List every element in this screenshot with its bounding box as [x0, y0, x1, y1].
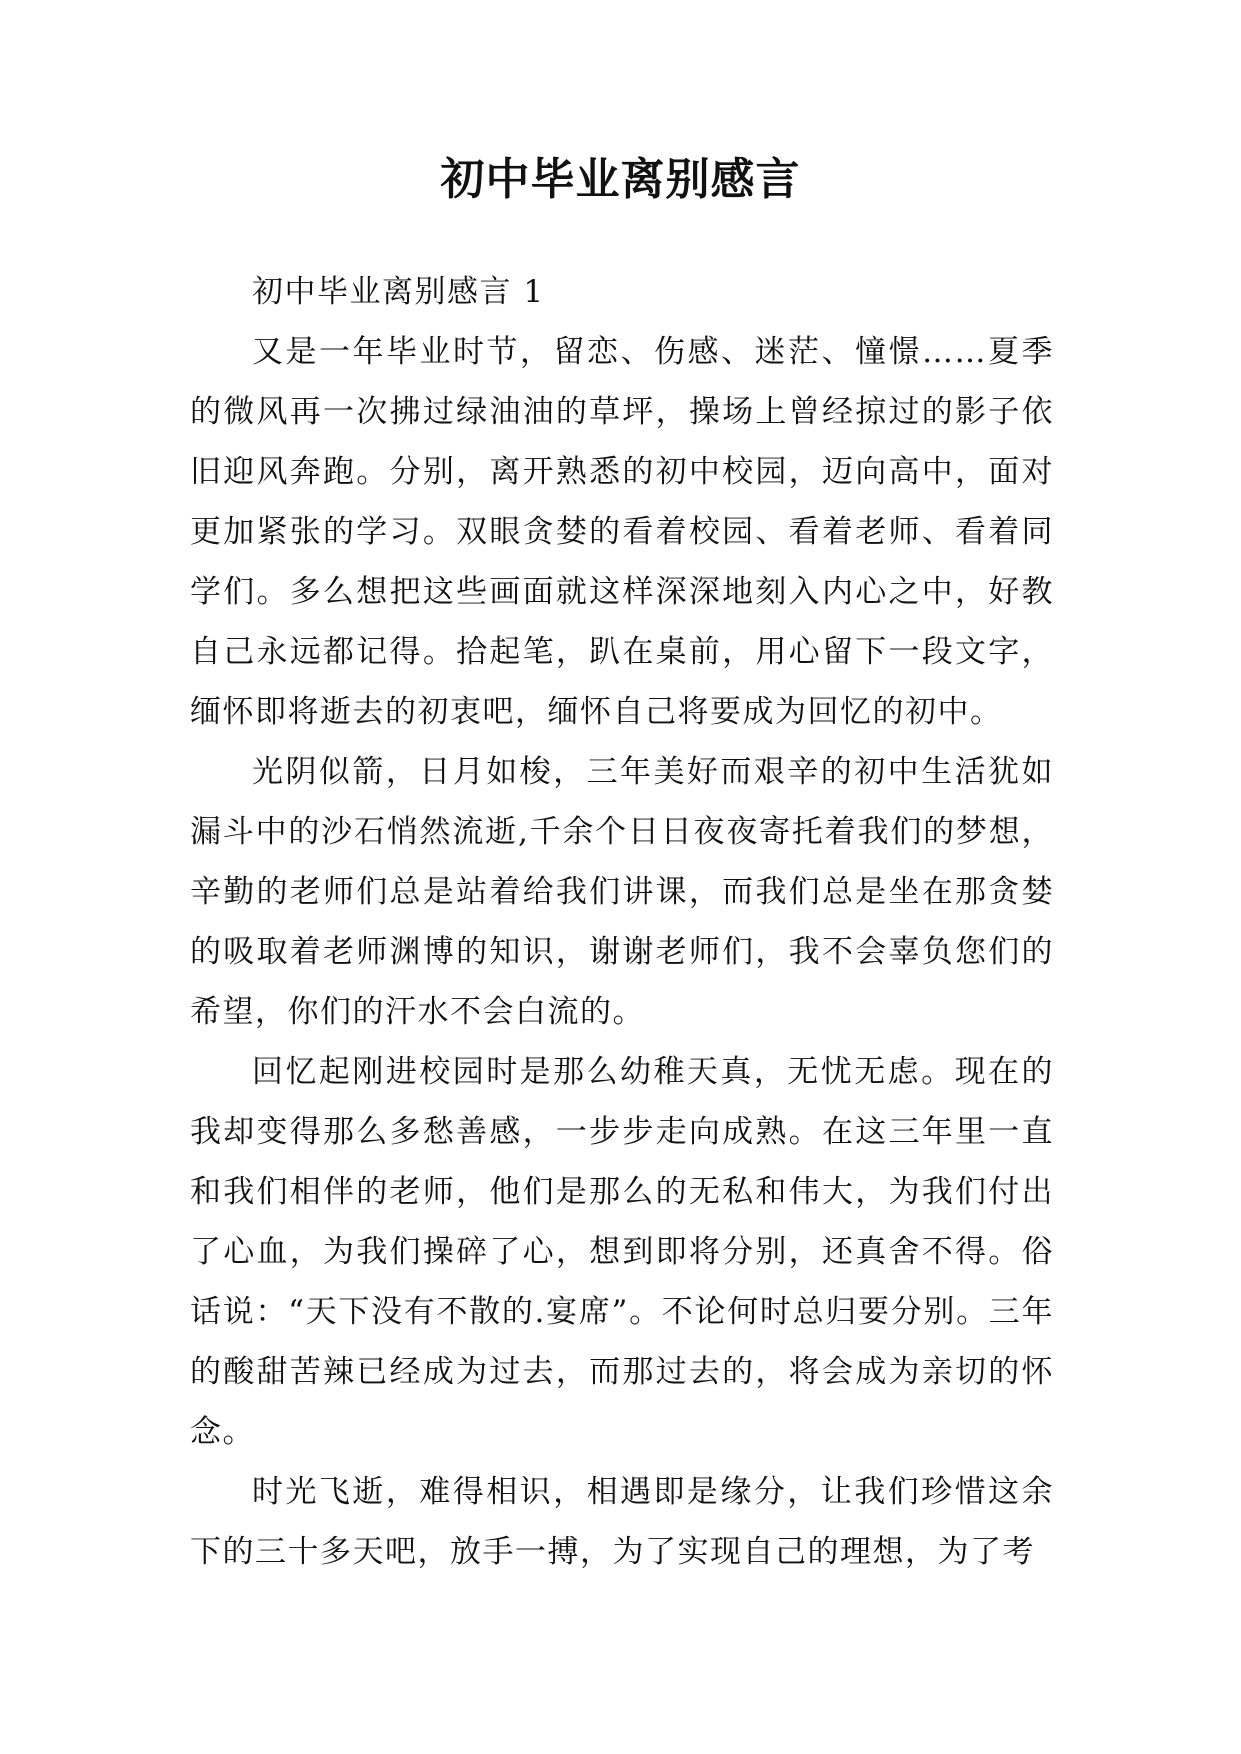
document-body	[190, 262, 1054, 1582]
document-title: 初中毕业离别感言	[440, 154, 801, 205]
paragraph-1: 又是一年毕业时节，留恋、伤感、迷茫、憧憬……夏季的微风再一次拂过绿油油的草坪，操场上曾经掠过的影子依旧迎风奔跑。分别，离开熟悉的初中校园，迈向高中，面对更加紧张的学习。双眼贪婪的看着校园、看着老师、看着同学们。多么想把这些画面就这样深深地刻入内心之中，好教自己永远都记得。拾起笔，趴在桌前，用心留下一段文字，缅怀即将逝去的初衷吧，缅怀自己将要成为回忆的初中。	[190, 334, 1054, 730]
section-heading: 初中毕业离别感言 1	[252, 274, 545, 310]
paragraph-3: 回忆起刚进校园时是那么幼稚天真，无忧无虑。现在的我却变得那么多愁善感，一步步走向成熟。在这三年里一直和我们相伴的老师，他们是那么的无私和伟大，为我们付出了心血，为我们操碎了心，想到即将分别，还真舍不得。俗话说：“天下没有不散的.宴席”。不论何时总归要分别。三年的酸甜苦辣已经成为过去，而那过去的，将会成为亲切的怀念。	[190, 1054, 1054, 1450]
paragraph-4: 时光飞逝，难得相识，相遇即是缘分，让我们珍惜这余下的三十多天吧，放手一搏，为了实现自己的理想，为了考	[190, 1474, 1054, 1570]
paragraph-2: 光阴似箭，日月如梭，三年美好而艰辛的初中生活犹如漏斗中的沙石悄然流逝,千余个日日夜夜寄托着我们的梦想，辛勤的老师们总是站着给我们讲课，而我们总是坐在那贪婪的吸取着老师渊博的知识，谢谢老师们，我不会辜负您们的希望，你们的汗水不会白流的。	[190, 754, 1054, 1030]
